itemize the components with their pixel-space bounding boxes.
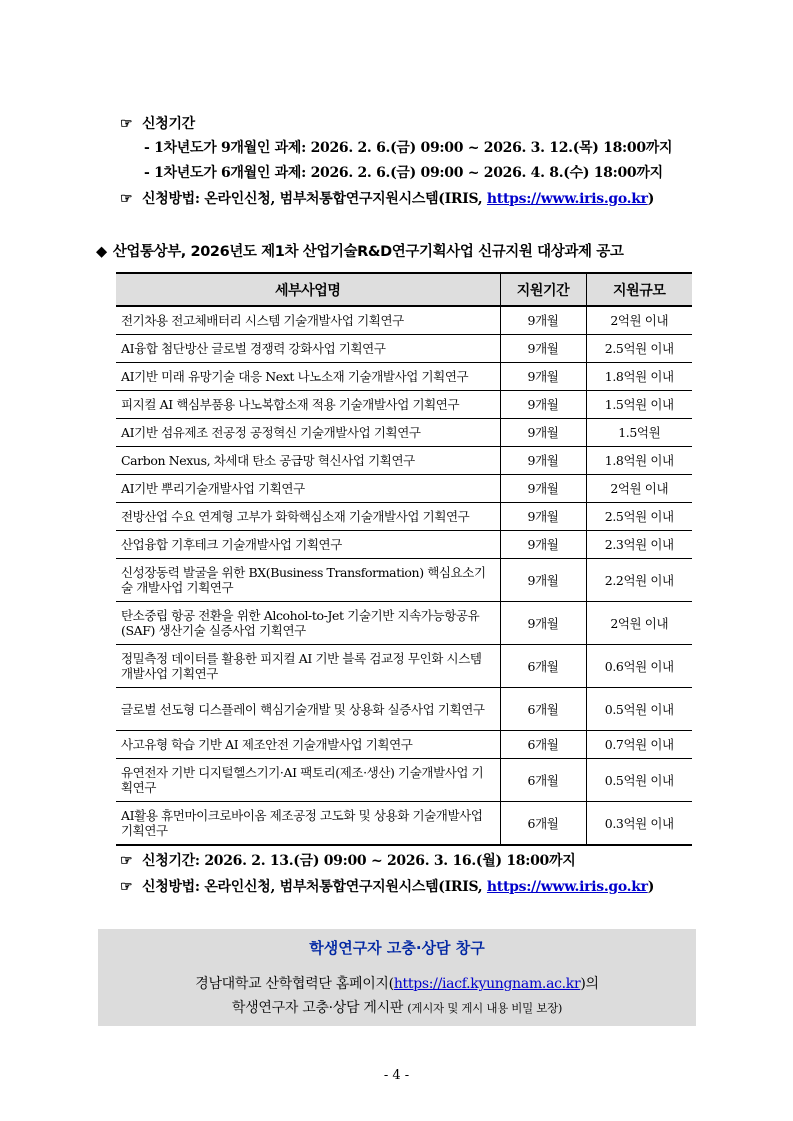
row-period: 9개월: [500, 503, 586, 531]
counseling-notice-box: [98, 929, 696, 1026]
period-item-9-months: - 1차년도가 9개월인 과제: 2026. 2. 6.(금) 09:00 ~ 2026. 3. 12.(목) 18:00까지: [144, 140, 673, 156]
notice-title: 학생연구자 고충·상담 창구: [309, 939, 485, 957]
row-scale: 2억원 이내: [586, 602, 692, 645]
row-scale: 2.2억원 이내: [586, 559, 692, 602]
diamond-bullet-icon: ◆: [96, 244, 107, 260]
row-period: 6개월: [500, 688, 586, 731]
row-name: AI기반 미래 유망기술 대응 Next 나노소재 기술개발사업 기획연구: [116, 363, 500, 391]
row-name: 유연전자 기반 디지털헬스기기·AI 팩토리(제조·생산) 기술개발사업 기획연구: [116, 759, 500, 802]
row-period: 9개월: [500, 335, 586, 363]
row-period: 9개월: [500, 306, 586, 335]
row-period: 9개월: [500, 447, 586, 475]
pointing-hand-icon: ☞: [120, 191, 133, 207]
table-row: [116, 531, 692, 559]
application-period-heading: ☞ 신청기간: [120, 116, 195, 132]
table-row: [116, 731, 692, 759]
row-scale: 2.5억원 이내: [586, 503, 692, 531]
row-name: AI기반 섬유제조 전공정 공정혁신 기술개발사업 기획연구: [116, 419, 500, 447]
row-scale: 0.5억원 이내: [586, 759, 692, 802]
support-table: [116, 272, 692, 846]
row-period: 6개월: [500, 645, 586, 688]
section-method-line: ☞ 신청방법: 온라인신청, 범부처통합연구지원시스템(IRIS, https://www.iris.go.kr): [120, 879, 655, 895]
row-period: 6개월: [500, 731, 586, 759]
row-name: 전기차용 전고체배터리 시스템 기술개발사업 기획연구: [116, 306, 500, 335]
row-name: AI활용 휴먼마이크로바이옴 제조공정 고도화 및 상용화 기술개발사업 기획연구: [116, 802, 500, 846]
row-name: AI기반 뿌리기술개발사업 기획연구: [116, 475, 500, 503]
header-period: 지원기간: [500, 273, 586, 306]
table-row: [116, 759, 692, 802]
row-scale: 1.5억원 이내: [586, 391, 692, 419]
row-scale: 2.3억원 이내: [586, 531, 692, 559]
notice-line-2: 학생연구자 고충·상담 게시판 (게시자 및 게시 내용 비밀 보장): [231, 1000, 563, 1016]
row-name: 신성장동력 발굴을 위한 BX(Business Transformation) 핵심요소기술 개발사업 기획연구: [116, 559, 500, 602]
page-number: - 4 -: [383, 1068, 410, 1083]
table-row: [116, 419, 692, 447]
application-method-line: ☞ 신청방법: 온라인신청, 범부처통합연구지원시스템(IRIS, https://www.iris.go.kr): [120, 191, 655, 207]
row-scale: 0.7억원 이내: [586, 731, 692, 759]
row-name: AI융합 첨단방산 글로벌 경쟁력 강화사업 기획연구: [116, 335, 500, 363]
iris-link[interactable]: https://www.iris.go.kr: [486, 191, 648, 207]
header-name: 세부사업명: [116, 273, 500, 306]
row-name: 전방산업 수요 연계형 고부가 화학핵심소재 기술개발사업 기획연구: [116, 503, 500, 531]
period-item-6-months: - 1차년도가 6개월인 과제: 2026. 2. 6.(금) 09:00 ~ 2026. 4. 8.(수) 18:00까지: [144, 165, 663, 181]
pointing-hand-icon: ☞: [120, 879, 133, 895]
row-scale: 1.8억원 이내: [586, 363, 692, 391]
row-period: 6개월: [500, 759, 586, 802]
section-period-line: ☞ 신청기간: 2026. 2. 13.(금) 09:00 ~ 2026. 3. 16.(월) 18:00까지: [120, 853, 576, 869]
table-row: [116, 475, 692, 503]
iris-link[interactable]: https://www.iris.go.kr: [486, 879, 648, 895]
table-row: [116, 447, 692, 475]
row-scale: 2.5억원 이내: [586, 335, 692, 363]
table-header-row: [116, 273, 692, 306]
table-row: [116, 802, 692, 846]
table-row: [116, 602, 692, 645]
notice-line-1: 경남대학교 산학협력단 홈페이지(https://iacf.kyungnam.ac.kr)의: [195, 976, 599, 992]
row-name: 탄소중립 항공 전환을 위한 Alcohol-to-Jet 기술기반 지속가능항공유(SAF) 생산기술 실증사업 기획연구: [116, 602, 500, 645]
row-scale: 2억원 이내: [586, 475, 692, 503]
table-row: [116, 559, 692, 602]
row-period: 9개월: [500, 363, 586, 391]
row-scale: 1.5억원: [586, 419, 692, 447]
row-scale: 0.3억원 이내: [586, 802, 692, 846]
table-row: [116, 335, 692, 363]
header-scale: 지원규모: [586, 273, 692, 306]
row-period: 6개월: [500, 802, 586, 846]
row-name: 피지컬 AI 핵심부품용 나노복합소재 적용 기술개발사업 기획연구: [116, 391, 500, 419]
table-row: [116, 363, 692, 391]
row-name: 정밀측정 데이터를 활용한 피지컬 AI 기반 블록 검교정 무인화 시스템 개발사업 기획연구: [116, 645, 500, 688]
table-row: [116, 645, 692, 688]
row-period: 9개월: [500, 391, 586, 419]
row-name: Carbon Nexus, 차세대 탄소 공급망 혁신사업 기획연구: [116, 447, 500, 475]
row-scale: 2억원 이내: [586, 306, 692, 335]
homepage-link[interactable]: https://iacf.kyungnam.ac.kr: [393, 976, 581, 992]
row-period: 9개월: [500, 475, 586, 503]
row-name: 산업융합 기후테크 기술개발사업 기획연구: [116, 531, 500, 559]
row-scale: 0.5억원 이내: [586, 688, 692, 731]
row-period: 9개월: [500, 602, 586, 645]
row-name: 사고유형 학습 기반 AI 제조안전 기술개발사업 기획연구: [116, 731, 500, 759]
row-name: 글로벌 선도형 디스플레이 핵심기술개발 및 상용화 실증사업 기획연구: [116, 688, 500, 731]
table-row: [116, 503, 692, 531]
row-period: 9개월: [500, 559, 586, 602]
row-scale: 0.6억원 이내: [586, 645, 692, 688]
row-period: 9개월: [500, 419, 586, 447]
table-row: [116, 391, 692, 419]
pointing-hand-icon: ☞: [120, 853, 133, 869]
pointing-hand-icon: ☞: [120, 116, 133, 132]
section-title: ◆ 산업통상부, 2026년도 제1차 산업기술R&D연구기획사업 신규지원 대상과제 공고: [96, 244, 624, 260]
row-scale: 1.8억원 이내: [586, 447, 692, 475]
table-row: [116, 306, 692, 335]
table-row: [116, 688, 692, 731]
row-period: 9개월: [500, 531, 586, 559]
